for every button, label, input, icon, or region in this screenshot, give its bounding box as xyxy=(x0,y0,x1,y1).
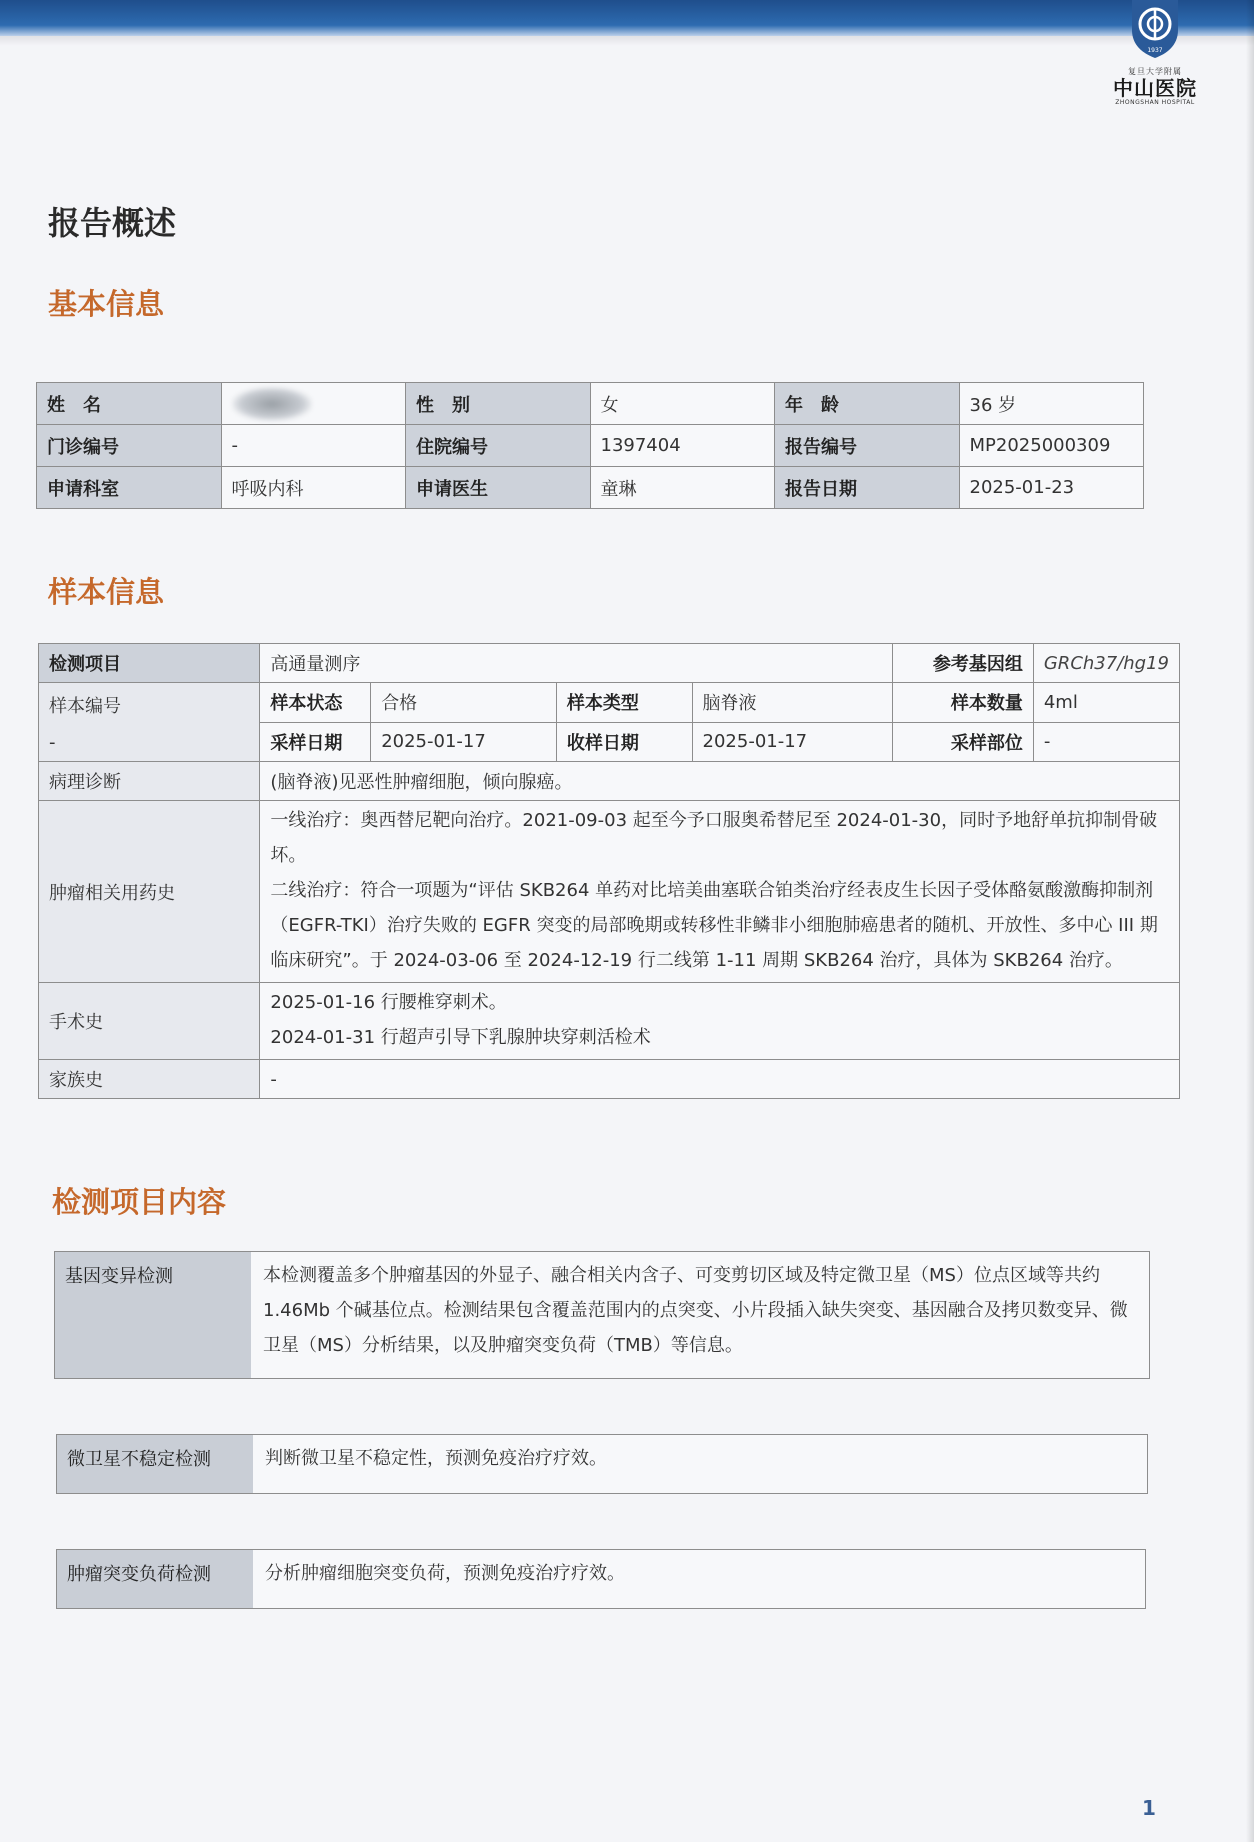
detection-item-msi xyxy=(56,1434,1148,1494)
basic-info-table xyxy=(36,382,1144,509)
logo-subtitle: 复旦大学附属 xyxy=(1128,67,1182,76)
surgery-line: 2025-01-16 行腰椎穿刺术。 xyxy=(270,992,507,1013)
table-row xyxy=(39,801,1180,983)
table-label: 采样部位 xyxy=(893,722,1034,762)
table-row xyxy=(39,683,1180,723)
table-label: 样本类型 xyxy=(556,683,692,723)
surgery-history-cell xyxy=(260,983,1180,1060)
table-label: 门诊编号 xyxy=(37,425,222,467)
ref-genome-value: GRCh37/hg19 xyxy=(1033,644,1179,683)
detection-text: 判断微卫星不稳定性，预测免疫治疗疗效。 xyxy=(265,1448,607,1469)
table-row xyxy=(37,383,1144,425)
table-label: 肿瘤相关用药史 xyxy=(39,801,260,983)
table-label: 报告日期 xyxy=(775,467,960,509)
patient-name-redacted xyxy=(221,383,406,425)
table-label: 采样日期 xyxy=(260,722,371,762)
table-value: 脑脊液 xyxy=(692,683,893,723)
table-value: 2025-01-17 xyxy=(371,722,557,762)
table-label: 年 龄 xyxy=(775,383,960,425)
section-title-sample: 样本信息 xyxy=(48,575,165,609)
table-label: 申请医生 xyxy=(406,467,591,509)
table-label: 姓 名 xyxy=(37,383,222,425)
table-row xyxy=(39,762,1180,801)
table-value: 36 岁 xyxy=(959,383,1144,425)
table-label: 住院编号 xyxy=(406,425,591,467)
table-row xyxy=(39,983,1180,1060)
detection-label: 肿瘤突变负荷检测 xyxy=(57,1550,253,1608)
table-label: 申请科室 xyxy=(37,467,222,509)
table-label: 手术史 xyxy=(39,983,260,1060)
section-title-detection: 检测项目内容 xyxy=(52,1185,227,1219)
header-band xyxy=(0,0,1254,36)
table-value: - xyxy=(221,425,406,467)
table-label: 性 别 xyxy=(406,383,591,425)
table-value: - xyxy=(1033,722,1179,762)
detection-text: 分析肿瘤细胞突变负荷，预测免疫治疗疗效。 xyxy=(265,1563,625,1584)
table-label: 家族史 xyxy=(39,1060,260,1099)
detection-item-gene-variant xyxy=(54,1251,1150,1379)
page-number: 1 xyxy=(1142,1796,1156,1820)
detection-item-tmb xyxy=(56,1549,1146,1609)
table-row xyxy=(39,1060,1180,1099)
table-value: MP2025000309 xyxy=(959,425,1144,467)
table-value: 4ml xyxy=(1033,683,1179,723)
redaction-blur xyxy=(232,387,312,421)
table-label: 病理诊断 xyxy=(39,762,260,801)
test-item-value: 高通量测序 xyxy=(260,644,893,683)
table-value: - xyxy=(49,732,56,753)
hospital-emblem-icon xyxy=(1126,0,1184,58)
table-row xyxy=(37,425,1144,467)
logo-name: 中山医院 xyxy=(1113,76,1197,100)
table-value: 呼吸内科 xyxy=(221,467,406,509)
table-value: (脑脊液)见恶性肿瘤细胞，倾向腺癌。 xyxy=(260,762,1180,801)
table-label: 检测项目 xyxy=(39,644,260,683)
table-value: 女 xyxy=(590,383,775,425)
table-row xyxy=(37,467,1144,509)
sample-number-cell xyxy=(39,683,260,762)
drug-line-first: 一线治疗：奥西替尼靶向治疗。2021-09-03 起至今予口服奥希替尼至 2024-01-30，同时予地舒单抗抑制骨破坏。 xyxy=(270,810,1158,866)
table-value: 童琳 xyxy=(590,467,775,509)
table-value: 合格 xyxy=(371,683,557,723)
logo-english: ZHONGSHAN HOSPITAL xyxy=(1115,99,1195,106)
detection-label: 微卫星不稳定检测 xyxy=(57,1435,253,1493)
table-value: 1397404 xyxy=(590,425,775,467)
sample-info-table xyxy=(38,643,1180,1099)
page-title: 报告概述 xyxy=(48,204,177,242)
header-shadow xyxy=(0,36,1254,46)
table-label: 报告编号 xyxy=(775,425,960,467)
table-label: 收样日期 xyxy=(556,722,692,762)
page-edge-shadow xyxy=(1246,0,1254,1842)
table-label: 样本状态 xyxy=(260,683,371,723)
section-title-basic: 基本信息 xyxy=(48,287,165,321)
emblem-year: 1937 xyxy=(1147,47,1163,54)
table-value: 2025-01-17 xyxy=(692,722,893,762)
ref-genome-label: 参考基因组 xyxy=(893,644,1034,683)
table-label: 样本数量 xyxy=(893,683,1034,723)
table-row xyxy=(39,644,1180,683)
hospital-logo xyxy=(1100,0,1210,110)
drug-history-cell xyxy=(260,801,1180,983)
drug-line-second: 二线治疗：符合一项题为“评估 SKB264 单药对比培美曲塞联合铂类治疗经表皮生长因子受体酪氨酸激酶抑制剂（EGFR-TKI）治疗失败的 EGFR 突变的局部晚期或转移性非鳞非小细胞肺癌患者的随机、开放性、多中心 III 期临床研究”。于 2024-03-06 至 2024-12-19 行二线第 1-11 周期 SKB264 治疗，具体为 SKB264 治疗。 xyxy=(270,880,1158,971)
surgery-line: 2024-01-31 行超声引导下乳腺肿块穿刺活检术 xyxy=(270,1027,651,1048)
table-value: - xyxy=(260,1060,1180,1099)
table-label: 样本编号 xyxy=(49,696,121,717)
table-value: 2025-01-23 xyxy=(959,467,1144,509)
detection-text: 本检测覆盖多个肿瘤基因的外显子、融合相关内含子、可变剪切区域及特定微卫星（MS）位点区域等共约 1.46Mb 个碱基位点。检测结果包含覆盖范围内的点突变、小片段插入缺失突变、基因融合及拷贝数变异、微卫星（MS）分析结果，以及肿瘤突变负荷（TMB）等信息。 xyxy=(263,1265,1128,1356)
detection-label: 基因变异检测 xyxy=(55,1252,251,1378)
